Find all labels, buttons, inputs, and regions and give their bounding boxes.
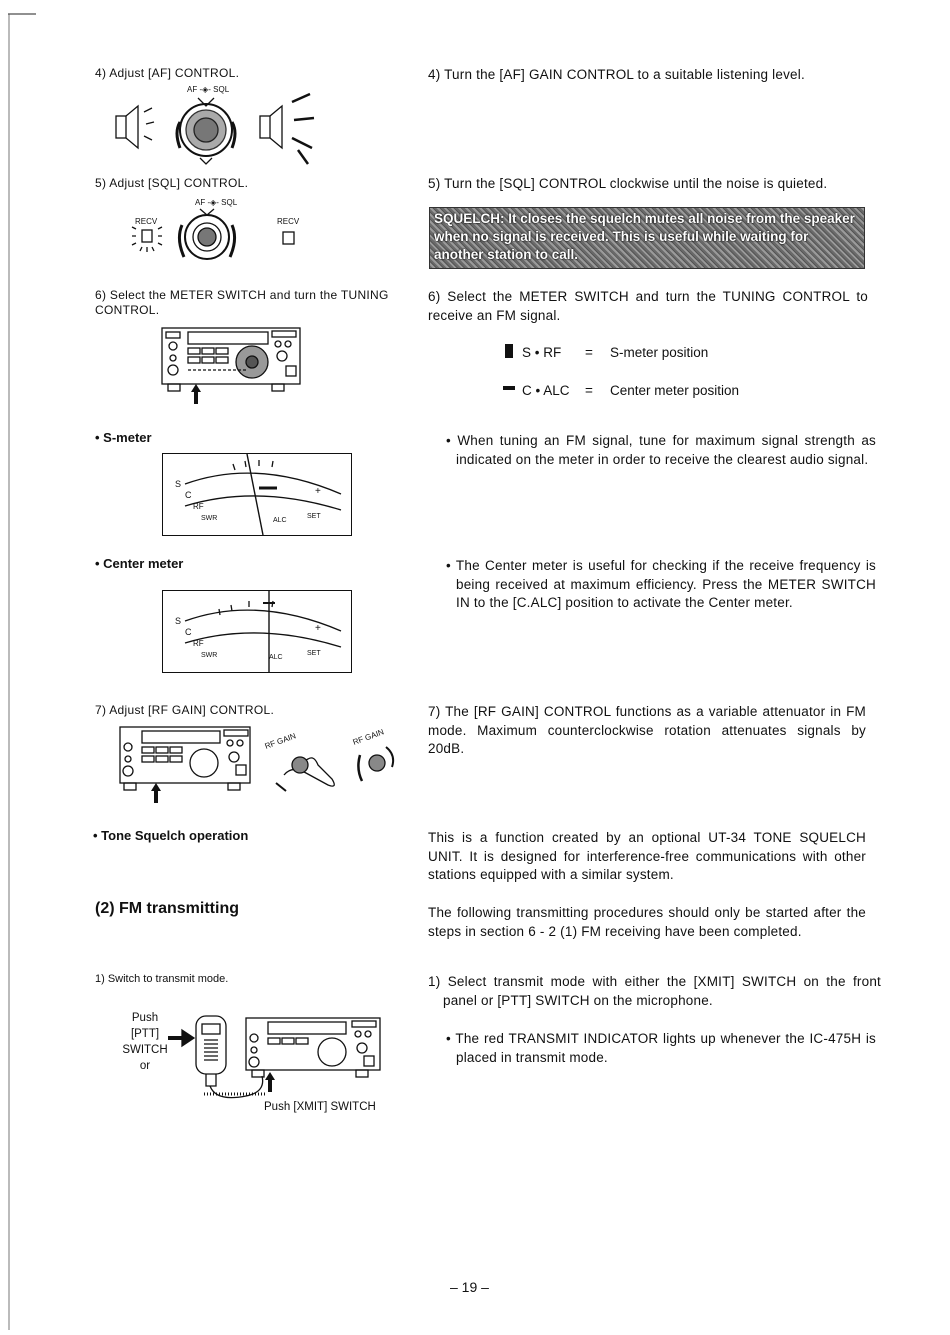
squelch-note-banner	[429, 207, 865, 269]
tone-squelch-heading: • Tone Squelch operation	[93, 828, 249, 843]
tx-step-text: 1) Select transmit mode with either the [XMIT] SWITCH on the front panel or [PTT] SWITCH on the microphone.	[428, 974, 881, 1008]
rfgain-knob-hand-figure	[262, 725, 402, 795]
rfgain-step-text: 7) The [RF GAIN] CONTROL functions as a variable attenuator in FM mode. Maximum counterclockwise rotation attenuates signals by 20dB.	[428, 704, 866, 756]
tx-step-label: 1) Switch to transmit mode.	[95, 973, 229, 985]
center-swr-label: SWR	[201, 652, 218, 659]
page-number: – 19 –	[450, 1279, 489, 1295]
meter-step-label: 6) Select the METER SWITCH and turn the TUNING CONTROL.	[95, 288, 389, 317]
sql-step-text: 5) Turn the [SQL] CONTROL clockwise until the noise is quieted.	[428, 176, 828, 191]
smeter-heading: • S-meter	[95, 430, 152, 445]
legend-s-rf-symbol: S • RF	[522, 345, 562, 360]
recv-label-right: RECV	[277, 217, 300, 226]
af-control-figure	[110, 92, 340, 167]
ptt-label-line-1: Push	[131, 1012, 159, 1024]
ptt-label-line-4: or	[139, 1060, 151, 1072]
rfgain-step-label: 7) Adjust [RF GAIN] CONTROL.	[95, 703, 275, 717]
recv-label-left: RECV	[135, 217, 158, 226]
ptt-label-line-2: [PTT]	[130, 1028, 160, 1040]
smeter-bullet-text: • When tuning an FM signal, tune for maximum signal strength as indicated on the meter in order to receive the clearest audio signal.	[446, 433, 876, 467]
center-meter-bullet-text: • The Center meter is useful for checking if the receive frequency is being received at maximum efficiency. Press the METER SWITCH IN to the [C.ALC] position to activate the Center meter.	[446, 558, 876, 610]
xmit-label: Push [XMIT] SWITCH	[264, 1101, 376, 1113]
fm-transmitting-heading: (2) FM transmitting	[95, 900, 239, 917]
smeter-set-label: SET	[307, 513, 321, 520]
transceiver-front-panel-figure	[160, 326, 305, 406]
tone-squelch-text: This is a function created by an optional UT-34 TONE SQUELCH UNIT. It is designed for interference-free communications with other stations equipped with a similar system.	[428, 830, 866, 882]
transmit-setup-figure	[166, 1010, 396, 1105]
af-step-label: 4) Adjust [AF] CONTROL.	[95, 66, 240, 80]
legend-s-rf-eq: =	[585, 345, 593, 360]
smeter-swr-label: SWR	[201, 515, 218, 522]
legend-s-rf-desc: S-meter position	[610, 345, 709, 360]
page-margin-rule	[0, 0, 40, 1335]
smeter-s-label: S	[175, 479, 182, 489]
s-rf-switch-icon	[505, 344, 513, 358]
ptt-label-line-3: SWITCH	[122, 1044, 168, 1056]
center-meter-figure	[162, 590, 352, 673]
legend-c-alc-symbol: C • ALC	[522, 383, 570, 398]
smeter-c-label: C	[185, 490, 192, 500]
center-meter-heading: • Center meter	[95, 556, 184, 571]
sql-step-label: 5) Adjust [SQL] CONTROL.	[95, 176, 249, 190]
smeter-alc-label: ALC	[273, 517, 287, 524]
center-rf-label: RF	[193, 639, 204, 648]
rfgain-label-left: RF GAIN	[263, 731, 298, 751]
rfgain-transceiver-figure	[118, 725, 253, 803]
legend-c-alc-desc: Center meter position	[610, 383, 740, 398]
smeter-rf-label: RF	[193, 502, 204, 511]
tx-indicator-bullet: • The red TRANSMIT INDICATOR lights up whenever the IC-475H is placed in transmit mode.	[446, 1031, 876, 1065]
smeter-plus-label: +	[315, 486, 321, 497]
sql-control-figure	[130, 205, 310, 270]
legend-c-alc-eq: =	[585, 383, 593, 398]
squelch-note-text: SQUELCH: It closes the squelch mutes all noise from the speaker when no signal is received. This is useful while waiting for another station to call.	[434, 211, 855, 262]
center-set-label: SET	[307, 650, 321, 657]
meter-step-text: 6) Select the METER SWITCH and turn the TUNING CONTROL to receive an FM signal.	[428, 289, 868, 323]
af-knob-label: AF -◈- SQL	[187, 85, 230, 94]
center-c-label: C	[185, 627, 192, 637]
fm-transmitting-text: The following transmitting procedures should only be started after the steps in section 6 - 2 (1) FM receiving have been completed.	[428, 905, 866, 939]
rfgain-label-right: RF GAIN	[351, 727, 386, 747]
center-plus-label: +	[315, 623, 321, 634]
center-s-label: S	[175, 616, 182, 626]
smeter-figure	[162, 453, 352, 536]
c-alc-switch-icon	[503, 386, 515, 390]
center-alc-label: ALC	[269, 654, 283, 661]
af-step-text: 4) Turn the [AF] GAIN CONTROL to a suitable listening level.	[428, 67, 805, 82]
sql-knob-label: AF -◈- SQL	[195, 198, 238, 207]
